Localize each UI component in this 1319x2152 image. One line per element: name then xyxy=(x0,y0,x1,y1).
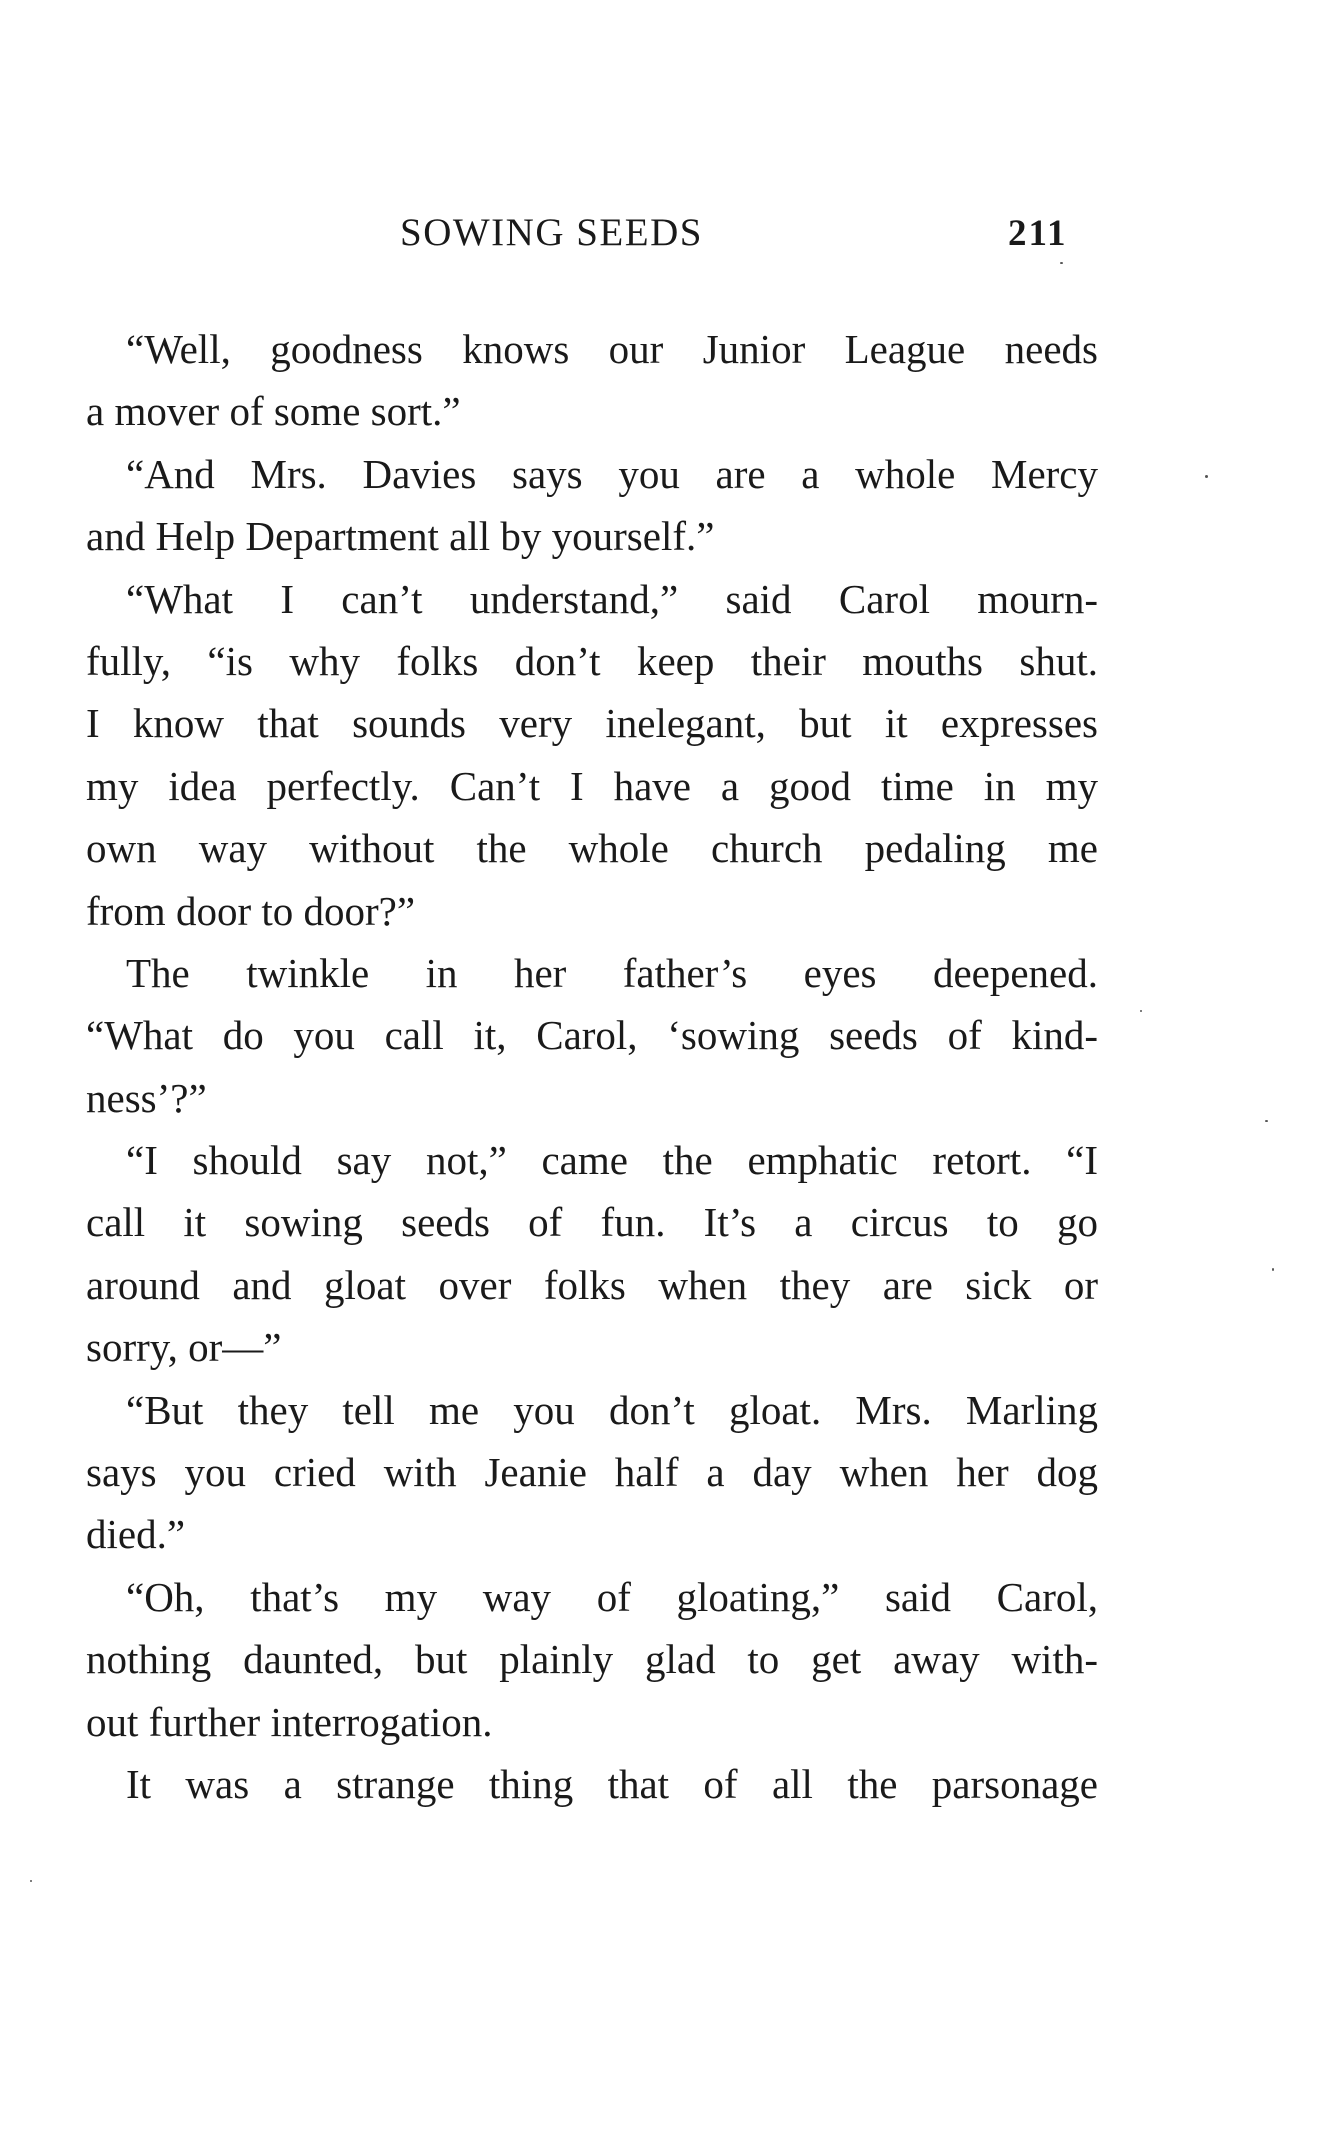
text-line: The twinkle in her father’s eyes deepened. xyxy=(126,949,1098,996)
text-line: around and gloat over folks when they are sick or xyxy=(86,1261,1098,1308)
body-text xyxy=(86,318,1098,1815)
text-line: sorry, or—” xyxy=(86,1324,282,1371)
text-line: died.” xyxy=(86,1511,186,1558)
text-line: own way without the whole church pedaling me xyxy=(86,825,1098,872)
text-line: my idea perfectly. Can’t I have a good time in my xyxy=(86,762,1098,809)
text-line: a mover of some sort.” xyxy=(86,388,461,435)
paper-speck xyxy=(1272,1268,1274,1271)
text-line: says you cried with Jeanie half a day when her dog xyxy=(86,1449,1098,1496)
text-line: fully, “is why folks don’t keep their mouths shut. xyxy=(86,637,1098,684)
text-line: from door to door?” xyxy=(86,887,416,934)
text-line: “Well, goodness knows our Junior League needs xyxy=(126,326,1098,372)
text-line: “What I can’t understand,” said Carol mourn- xyxy=(126,575,1098,622)
paper-speck xyxy=(1205,475,1208,478)
text-line: and Help Department all by yourself.” xyxy=(86,513,715,560)
paper-speck xyxy=(1060,262,1063,264)
text-line: “But they tell me you don’t gloat. Mrs. Marling xyxy=(126,1386,1098,1433)
text-line: call it sowing seeds of fun. It’s a circus to go xyxy=(86,1199,1098,1246)
text-line: It was a strange thing that of all the parsonage xyxy=(126,1760,1098,1807)
text-line: ness’?” xyxy=(86,1074,207,1121)
text-line: “And Mrs. Davies says you are a whole Mercy xyxy=(126,450,1098,497)
paper-speck xyxy=(30,1880,32,1882)
running-head: SOWING SEEDS xyxy=(400,211,703,254)
text-line: “What do you call it, Carol, ‘sowing seeds of kind- xyxy=(86,1012,1098,1059)
text-line: “Oh, that’s my way of gloating,” said Carol, xyxy=(126,1573,1098,1620)
page-number: 211 xyxy=(1008,213,1068,254)
paper-speck xyxy=(1265,1120,1268,1122)
text-line: out further interrogation. xyxy=(86,1698,493,1745)
text-line: nothing daunted, but plainly glad to get away with- xyxy=(86,1636,1098,1683)
text-line: “I should say not,” came the emphatic retort. “I xyxy=(126,1137,1098,1184)
text-line: I know that sounds very inelegant, but it expresses xyxy=(86,700,1098,747)
paper-speck xyxy=(1140,1010,1142,1012)
